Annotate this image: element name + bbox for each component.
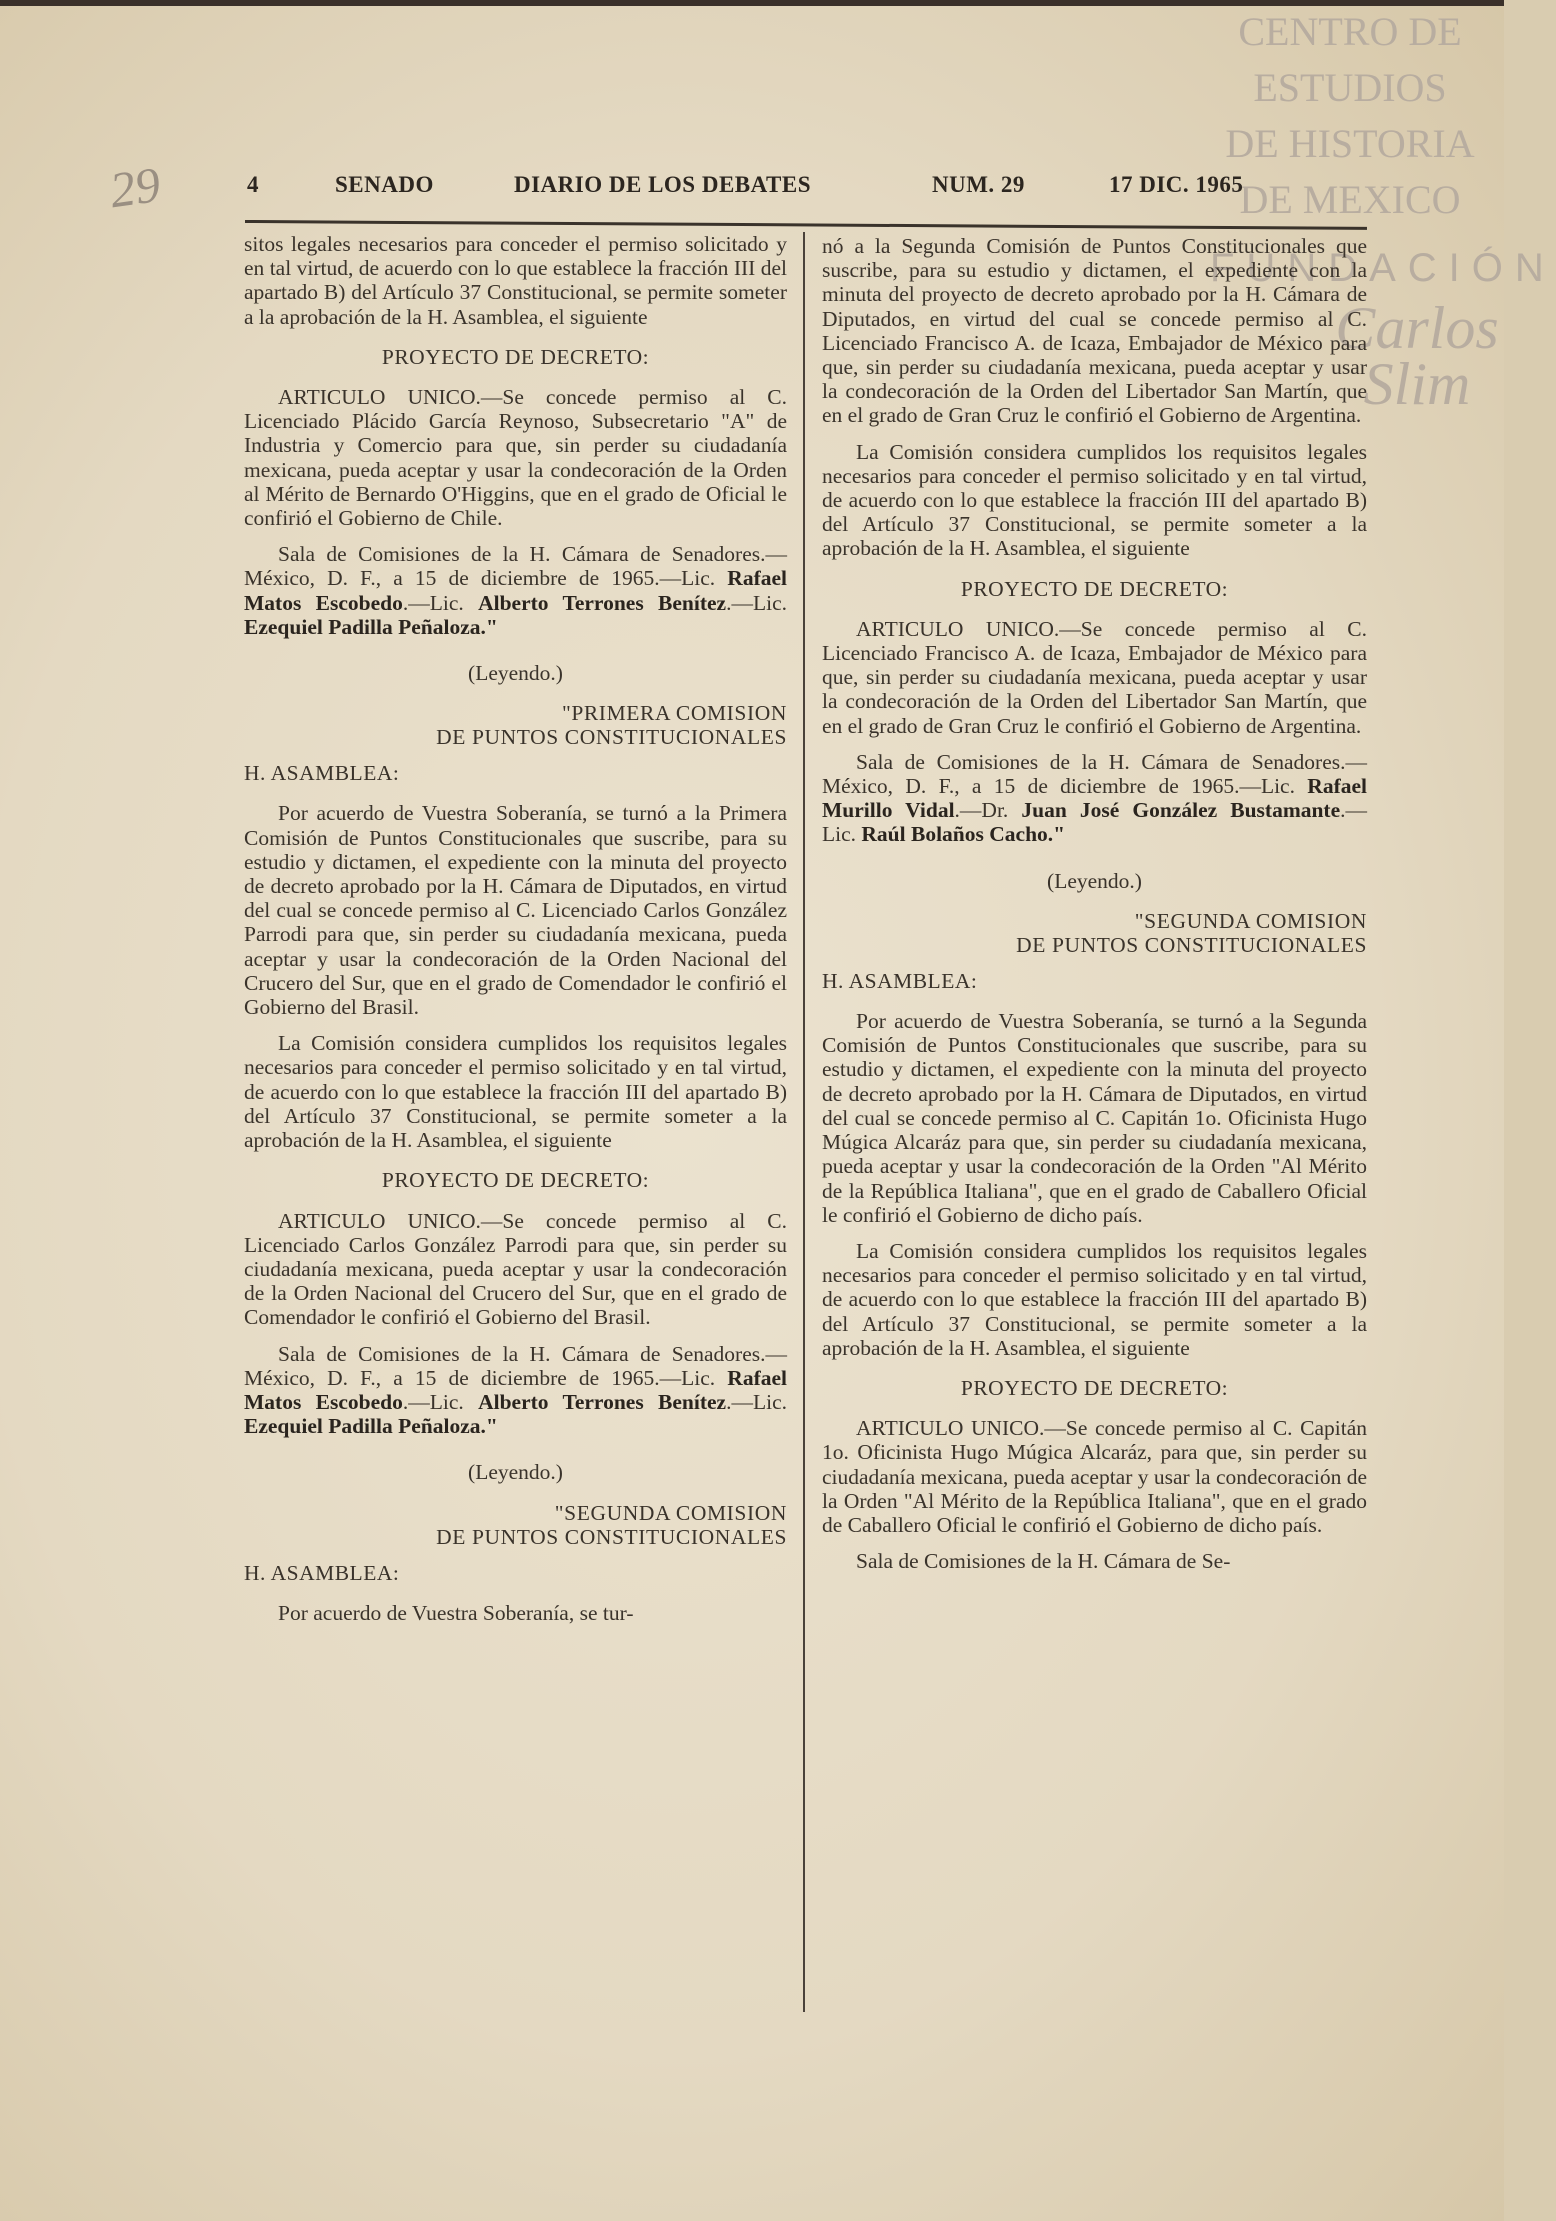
signatures bbox=[244, 542, 787, 639]
left-column bbox=[244, 232, 787, 1637]
section-name: SENADO bbox=[335, 172, 434, 197]
paragraph: La Comisión considera cumplidos los requisitos legales necesarios para conceder el permiso solicitado y en tal virtud, de acuerdo con lo que establece la fracción III del apartado B) del Artículo 37 Constitucional, se permite someter a la aprobación de la H. Asamblea, el siguiente bbox=[822, 439, 1367, 561]
heading-line: "PRIMERA COMISION bbox=[561, 701, 787, 726]
issue-date: 17 DIC. 1965 bbox=[1109, 172, 1244, 197]
text: .— Lic. bbox=[822, 798, 1368, 847]
signer-name: Rafael Murillo Vidal bbox=[822, 774, 1367, 823]
paragraph: ARTICULO UNICO.—Se concede permiso al C. Capitán 1o. Oficinista Hugo Múgica Alcaráz, para que, sin perder su ciudadanía mexicana, pueda aceptar y usar la condecoración de la Orden "Al Mérito de la República Italiana", que en el grado de Caballero Oficial le confirió el Gobierno de dicho país. bbox=[822, 1416, 1367, 1537]
paragraph: nó a la Segunda Comisión de Puntos Constitucionales que suscribe, para su estudio y dictamen, el expediente con la minuta del proyecto de decreto aprobado por la H. Cámara de Diputados, en virtud del cual se concede permiso al C. Licenciado Francisco A. de Icaza, Embajador de México para que, sin perder su ciudadanía mexicana, pueda aceptar y usar la condecoración de la Orden del Libertador San Martín, que en el grado de Gran Cruz le confirió el Gobierno de Argentina. bbox=[822, 234, 1367, 428]
paragraph: La Comisión considera cumplidos los requisitos legales necesarios para conceder el permiso solicitado y en tal virtud, de acuerdo con lo que establece la fracción III del apartado B) del Artículo 37 Constitucional, se permite someter a la aprobación de la H. Asamblea, el siguiente bbox=[244, 1031, 787, 1153]
section-heading: PROYECTO DE DECRETO: bbox=[381, 344, 650, 369]
signer-name: Alberto Terrones Benítez bbox=[478, 1389, 727, 1414]
signatures bbox=[822, 750, 1367, 847]
paragraph: La Comisión considera cumplidos los requisitos legales necesarios para conceder el permiso solicitado y en tal virtud, de acuerdo con lo que establece la fracción III del apartado B) del Artículo 37 Constitucional, se permite someter a la aprobación de la H. Asamblea, el siguiente bbox=[822, 1238, 1367, 1360]
salutation: H. ASAMBLEA: bbox=[244, 761, 400, 786]
watermark-line: DE MEXICO bbox=[1239, 177, 1461, 222]
commission-heading bbox=[822, 909, 1367, 957]
signer-name: Ezequiel Padilla Peñaloza." bbox=[244, 1414, 498, 1439]
text: .—Dr. bbox=[954, 798, 1022, 823]
heading-line: "SEGUNDA COMISION bbox=[1134, 908, 1367, 933]
column-divider bbox=[803, 232, 805, 2012]
watermark-fundacion: FUNDACIÓN bbox=[1210, 246, 1556, 290]
paragraph: ARTICULO UNICO.—Se concede permiso al C. Licenciado Plácido García Reynoso, Subsecretario "A" de Industria y Comercio para que, sin perder su ciudadanía mexicana, pueda aceptar y usar la condecoración de la Orden al Mérito de Bernardo O'Higgins, que en el grado de Oficial le confirió el Gobierno de Chile. bbox=[244, 385, 787, 531]
heading-line: DE PUNTOS CONSTITUCIONALES bbox=[436, 725, 787, 750]
page-number: 4 bbox=[247, 172, 259, 197]
salutation: H. ASAMBLEA: bbox=[244, 1560, 400, 1585]
paragraph: Por acuerdo de Vuestra Soberanía, se turnó a la Segunda Comisión de Puntos Constitucionales que suscribe, para su estudio y dictamen, el expediente con la minuta del proyecto de decreto aprobado por la H. Cámara de Diputados, en virtud del cual se concede permiso al C. Capitán 1o. Oficinista Hugo Múgica Alcaráz para que, sin perder su ciudadanía mexicana, pueda aceptar y usar la condecoración de la Orden "Al Mérito de la República Italiana", que en el grado de Caballero Oficial le confirió el Gobierno de dicho país. bbox=[822, 1009, 1367, 1227]
stage-direction: (Leyendo.) bbox=[468, 1460, 563, 1485]
text: Sala de Comisiones de la H. Cámara de Senadores.—México, D. F., a 15 de diciembre de 1965.—Lic. bbox=[822, 749, 1367, 799]
paragraph: Por acuerdo de Vuestra Soberanía, se tur- bbox=[278, 1600, 634, 1625]
section-heading: PROYECTO DE DECRETO: bbox=[960, 1375, 1229, 1400]
text: Sala de Comisiones de la H. Cámara de Senadores.—México, D. F., a 15 de diciembre de 1965.—Lic. bbox=[244, 1341, 787, 1390]
text: .—Lic. bbox=[726, 590, 787, 615]
commission-heading bbox=[244, 1501, 787, 1549]
paragraph: sitos legales necesarios para conceder el permiso solicitado y en tal virtud, de acuerdo con lo que establece la fracción III del apartado B) del Artículo 37 Constitucional, se permite someter a la aprobación de la H. Asamblea, el siguiente bbox=[244, 232, 787, 329]
heading-line: DE PUNTOS CONSTITUCIONALES bbox=[1016, 932, 1367, 957]
text: .—Lic. bbox=[726, 1389, 787, 1414]
signer-name: Ezequiel Padilla Peñaloza." bbox=[244, 614, 498, 639]
salutation: H. ASAMBLEA: bbox=[822, 968, 978, 993]
watermark-signature: Carlos Slim bbox=[1335, 295, 1499, 417]
text: .—Lic. bbox=[402, 590, 479, 615]
issue-number: NUM. 29 bbox=[932, 172, 1025, 197]
signatures bbox=[244, 1342, 787, 1439]
section-heading: PROYECTO DE DECRETO: bbox=[960, 576, 1229, 601]
stage-direction: (Leyendo.) bbox=[1047, 868, 1142, 893]
right-column bbox=[822, 234, 1367, 1585]
text: .—Lic. bbox=[402, 1389, 479, 1414]
signer-name: Rafael Matos Escobedo bbox=[244, 1365, 787, 1414]
paragraph: ARTICULO UNICO.—Se concede permiso al C. Licenciado Carlos González Parrodi para que, sin perder su ciudadanía mexicana, pueda aceptar y usar la condecoración de la Orden Nacional del Crucero del Sur, que en el grado de Comendador le confirió el Gobierno del Brasil. bbox=[244, 1208, 787, 1330]
commission-heading bbox=[244, 701, 787, 749]
heading-line: DE PUNTOS CONSTITUCIONALES bbox=[436, 1524, 787, 1549]
watermark-line: ESTUDIOS bbox=[1253, 65, 1447, 110]
watermark-line: CENTRO DE bbox=[1238, 9, 1462, 54]
signer-name: Alberto Terrones Benítez bbox=[478, 590, 727, 615]
signer-name: Rafael Matos Escobedo bbox=[244, 566, 787, 615]
watermark-line: DE HISTORIA bbox=[1225, 121, 1475, 166]
paragraph: Por acuerdo de Vuestra Soberanía, se turnó a la Primera Comisión de Puntos Constitucionales que suscribe, para su estudio y dictamen, el expediente con la minuta del proyecto de decreto aprobado por la H. Cámara de Diputados, en virtud del cual se concede permiso al C. Licenciado Carlos González Parrodi para que, sin perder su ciudadanía mexicana, pueda aceptar y usar la condecoración de la Orden Nacional del Crucero del Sur, que en el grado de Comendador le confirió el Gobierno del Brasil. bbox=[244, 801, 787, 1020]
paragraph: Sala de Comisiones de la H. Cámara de Se- bbox=[856, 1549, 1231, 1574]
running-header bbox=[247, 172, 1267, 206]
signer-name: Juan José González Bustamante bbox=[1021, 798, 1341, 823]
signer-name: Raúl Bolaños Cacho." bbox=[861, 822, 1066, 847]
text: Sala de Comisiones de la H. Cámara de Senadores.— México, D. F., a 15 de diciembre de 1965.—Lic. bbox=[244, 542, 787, 591]
stage-direction: (Leyendo.) bbox=[468, 661, 563, 686]
publication-title: DIARIO DE LOS DEBATES bbox=[514, 172, 812, 197]
section-heading: PROYECTO DE DECRETO: bbox=[381, 1168, 650, 1193]
handwritten-page-number: 29 bbox=[106, 155, 164, 219]
heading-line: "SEGUNDA COMISION bbox=[554, 1500, 787, 1525]
paragraph: ARTICULO UNICO.—Se concede permiso al C. Licenciado Francisco A. de Icaza, Embajador de México para que, sin perder su ciudadanía mexicana, pueda aceptar y usar la condecoración de la Orden del Libertador San Martín, que en el grado de Gran Cruz le confirió el Gobierno de Argentina. bbox=[822, 616, 1367, 738]
